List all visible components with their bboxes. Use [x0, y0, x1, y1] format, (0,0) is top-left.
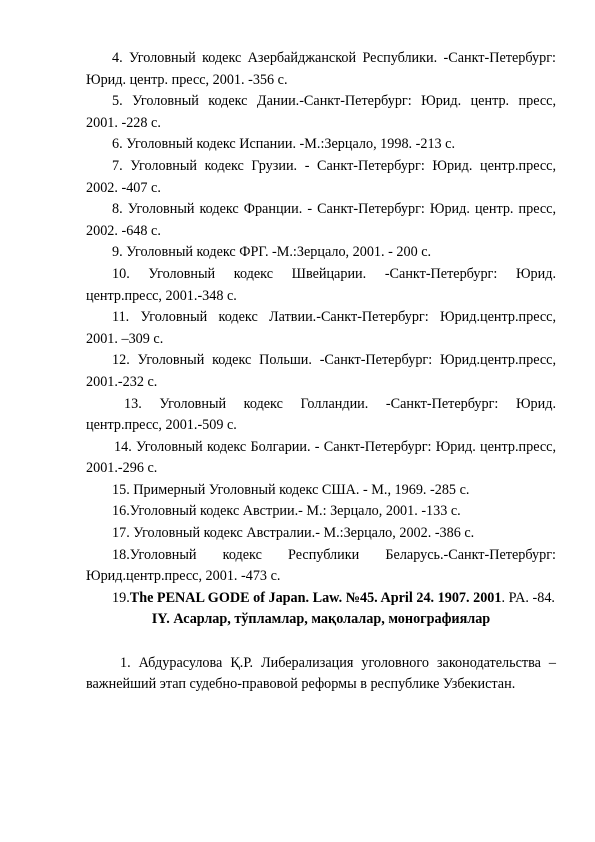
- article-item: 1. Абдурасулова Қ.Р. Либерализация уголовного законодательства – важнейший этап судебно-правовой реформы в республике Узбекистан.: [86, 654, 556, 693]
- reference-item: 14. Уголовный кодекс Болгарии. - Санкт-Петербург: Юрид. центр.пресс, 2001.-296 с.: [86, 438, 556, 477]
- reference-item: 6. Уголовный кодекс Испании. -М.:Зерцало, 1998. -213 с.: [112, 136, 456, 153]
- reference-item: 15. Примерный Уголовный кодекс США. - М., 1969. -285 с.: [112, 481, 470, 498]
- reference-item: 16.Уголовный кодекс Австрии.- М.: Зерцало, 2001. -133 с.: [112, 503, 461, 520]
- reference-item: 12. Уголовный кодекс Польши. -Санкт-Петербург: Юрид.центр.пресс, 2001.-232 с.: [86, 352, 556, 390]
- reference-item: 5. Уголовный кодекс Дании.-Санкт-Петербург: Юрид. центр. пресс, 2001. -228 с.: [86, 93, 556, 131]
- reference-item: 9. Уголовный кодекс ФРГ. -М.:Зерцало, 2001. - 200 с.: [112, 244, 432, 261]
- reference-item-19: [86, 588, 556, 610]
- reference-item: 7. Уголовный кодекс Грузии. - Санкт-Петербург: Юрид. центр.пресс, 2002. -407 с.: [86, 157, 556, 196]
- reference-item: 18.Уголовный кодекс Республики Беларусь.-Санкт-Петербург: Юрид.центр.пресс, 2001. -473 с.: [86, 546, 556, 585]
- reference-number: 19.: [112, 589, 130, 606]
- reference-bold-title: The PENAL GODE of Japan. Law. №45. April 24. 1907. 2001: [129, 589, 502, 606]
- reference-item: 11. Уголовный кодекс Латвии.-Санкт-Петербург: Юрид.центр.пресс, 2001. –309 с.: [86, 309, 556, 347]
- reference-tail: . PA. -84.: [501, 589, 555, 606]
- spacer: [86, 631, 556, 653]
- reference-item: 17. Уголовный кодекс Австралии.- М.:Зерцало, 2002. -386 с.: [112, 525, 475, 542]
- document-page: [86, 48, 556, 696]
- section-title: IY. Асарлар, тўпламлар, мақолалар, монографиялар: [151, 611, 491, 628]
- reference-item: 8. Уголовный кодекс Франции. - Санкт-Петербург: Юрид. центр. пресс, 2002. -648 с.: [86, 201, 556, 239]
- reference-item: 4. Уголовный кодекс Азербайджанской Республики. -Санкт-Петербург: Юрид. центр. пресс, 2001. -356 с.: [86, 50, 556, 88]
- reference-item: 10. Уголовный кодекс Швейцарии. -Санкт-Петербург: Юрид. центр.пресс, 2001.-348 с.: [86, 265, 556, 304]
- reference-item: 13. Уголовный кодекс Голландии. -Санкт-Петербург: Юрид. центр.пресс, 2001.-509 с.: [86, 395, 556, 434]
